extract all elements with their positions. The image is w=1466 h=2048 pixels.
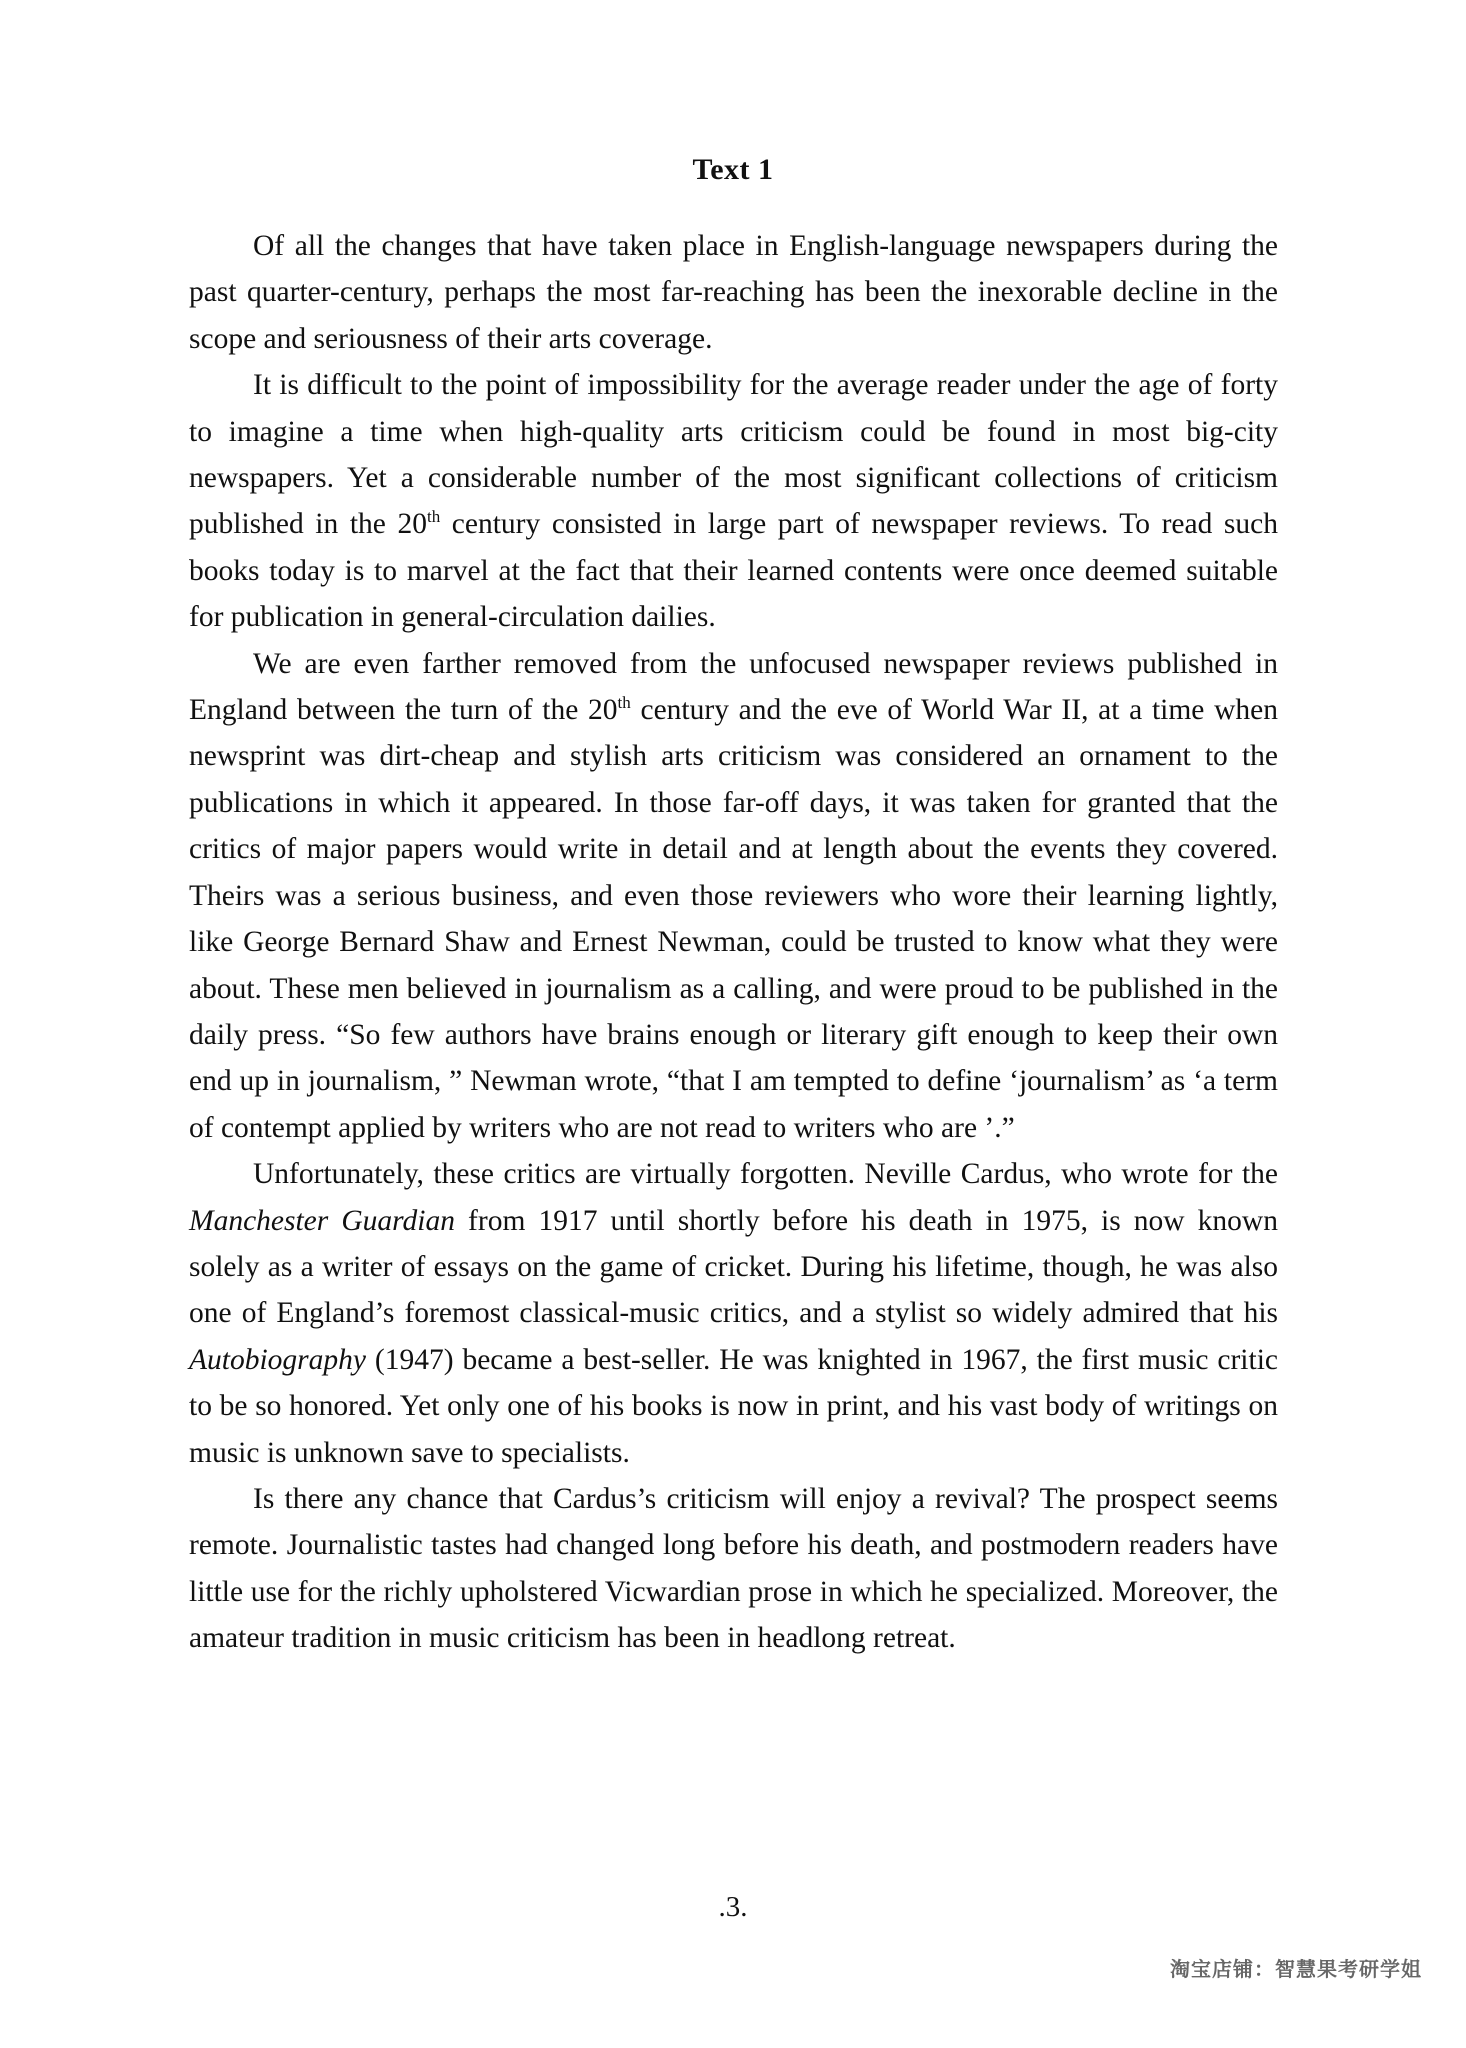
article-body (189, 223, 1278, 1662)
superscript-ordinal: th (617, 693, 631, 713)
paragraph (189, 1151, 1278, 1476)
superscript-ordinal: th (426, 507, 441, 527)
text-run: century consisted in large part of newspaper reviews. To read such books today is to marvel at the fact that their learned contents were once deemed suitable for publication in general-circulation dailies. (189, 508, 1278, 634)
text-run: Is there any chance that Cardus’s criticism will enjoy a revival? The prospect seems remote. Journalistic tastes had changed long before his death, and postmodern readers have little use for the richly upholstered Vicwardian prose in which he specialized. Moreover, the amateur tradition in music criticism has been in headlong retreat. (189, 1482, 1278, 1655)
shop-watermark: 淘宝店铺：智慧果考研学姐 (1170, 1957, 1422, 1981)
paragraph (189, 362, 1278, 640)
text-run: It is difficult to the point of impossibility for the average reader under the age of forty to imagine a time when high-quality arts criticism could be found in most big-city newspapers. Yet a considerable number of the most significant collections of criticism published in the 20 (189, 369, 1278, 541)
page-number: .3. (718, 1891, 748, 1923)
text-run: from 1917 until shortly before his death in 1975, is now known solely as a writer of essays on the game of cricket. During his lifetime, though, he was also one of England’s foremost classical-music critics, and a stylist so widely admired that his (189, 1204, 1278, 1330)
text-run: We are even farther removed from the unfocused newspaper reviews published in England between the turn of the 20 (189, 647, 1278, 727)
paragraph (189, 1476, 1278, 1662)
page-title: Text 1 (692, 153, 774, 186)
italic-title: Manchester Guardian (189, 1204, 455, 1237)
paragraph (189, 223, 1278, 362)
italic-title: Autobiography (189, 1343, 366, 1376)
text-run: century and the eve of World War II, at a time when newsprint was dirt-cheap and stylish arts criticism was considered an ornament to the publications in which it appeared. In those far-off days, it was taken for granted that the critics of major papers would write in detail and at length about the events they covered. Theirs was a serious business, and even those reviewers who wore their learning lightly, like George Bernard Shaw and Ernest Newman, could be trusted to know what they were about. These men believed in journalism as a calling, and were proud to be published in the daily press. “So few authors have brains enough or literary gift enough to keep their own end up in journalism, ” Newman wrote, “that I am tempted to define ‘journalism’ as ‘a term of contempt applied by writers who are not read to writers who are ’.” (189, 694, 1279, 1144)
text-run: Unfortunately, these critics are virtually forgotten. Neville Cardus, who wrote for the (253, 1158, 1278, 1191)
text-run: Of all the changes that have taken place in English-language newspapers during the past quarter-century, perhaps the most far-reaching has been the inexorable decline in the scope and seriousness of their arts coverage. (189, 230, 1278, 355)
paragraph (189, 641, 1278, 1151)
text-run: (1947) became a best-seller. He was knighted in 1967, the first music critic to be so honored. Yet only one of his books is now in print, and his vast body of writings on music is unknown save to specialists. (189, 1343, 1278, 1469)
